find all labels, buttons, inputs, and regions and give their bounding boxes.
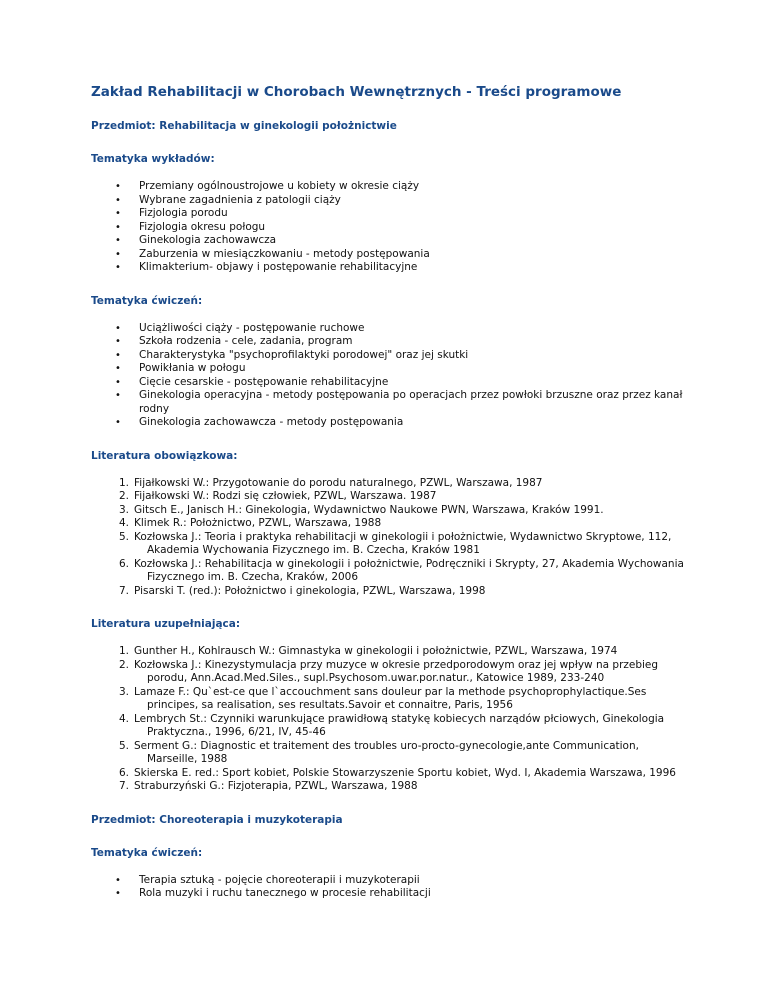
list-item [91, 389, 691, 416]
list-item [91, 261, 691, 275]
list-item-text: Uciążliwości ciąży - postępowanie ruchowe [139, 321, 365, 334]
list-item [91, 221, 691, 235]
reference-text: Skierska E. red.: Sport kobiet, Polskie Stowarzyszenie Sportu kobiet, Wyd. I, Akademia Warszawa, 1996 [134, 766, 676, 779]
exercises-heading: Tematyka ćwiczeń: [91, 294, 203, 307]
required-literature-list [91, 477, 691, 599]
supplementary-literature-heading: Literatura uzupełniająca: [91, 618, 241, 630]
list-item-text: Charakterystyka "psychoprofilaktyki porodowej" oraz jej skutki [139, 348, 469, 361]
list-item-text: Wybrane zagadnienia z patologii ciąży [139, 193, 341, 206]
list-item-text: Ginekologia zachowawcza - metody postępowania [139, 416, 404, 428]
list-item-text: Powikłania w połogu [139, 362, 246, 374]
bullet-icon: • [115, 208, 121, 219]
list-item [91, 322, 691, 336]
reference-item [91, 767, 691, 781]
reference-text: Kozłowska J.: Kinezystymulacja przy muzyce w okresie przedporodowym oraz jej wpływ na przebieg porodu, Ann.Acad.Med.Siles., supl.Psychosom.uwar.por.natur., Katowice 1989, 233-240 [134, 658, 659, 684]
reference-number: 3. [119, 685, 130, 698]
bullet-icon: • [115, 874, 121, 886]
list-item-text: Szkoła rodzenia - cele, zadania, program [139, 335, 353, 347]
reference-text: Fijałkowski W.: Rodzi się człowiek, PZWL, Warszawa. 1987 [134, 490, 437, 502]
supplementary-literature-list [91, 645, 691, 794]
reference-number: 6. [119, 557, 130, 570]
reference-number: 1. [119, 476, 130, 489]
bullet-icon: • [115, 322, 121, 334]
reference-item [91, 645, 691, 659]
reference-number: 5. [119, 530, 130, 543]
reference-number: 3. [119, 503, 130, 516]
bullet-icon: • [115, 390, 121, 401]
reference-text: Lamaze F.: Qu`est-ce que l`accouchment sans douleur par la methode psychoprophylactique.Ses principes, sa realisation, ses resultats.Savoir et connaitre, Paris, 1956 [134, 685, 647, 711]
reference-item [91, 504, 691, 518]
page-title: Zakład Rehabilitacji w Chorobach Wewnętrznych - Treści programowe [91, 84, 622, 100]
reference-item [91, 490, 691, 504]
bullet-icon: • [115, 417, 121, 428]
reference-item [91, 558, 691, 585]
reference-number: 5. [119, 739, 130, 752]
bullet-icon: • [115, 221, 121, 233]
reference-number: 2. [119, 658, 130, 671]
list-item-text: Rola muzyki i ruchu tanecznego w procesie rehabilitacji [139, 887, 431, 899]
list-item [91, 349, 691, 363]
bullet-icon: • [115, 194, 121, 206]
list-item [91, 180, 691, 194]
reference-number: 4. [119, 712, 130, 725]
list-item [91, 874, 691, 888]
list-item-text: Terapia sztuką - pojęcie choreoterapii i muzykoterapii [139, 873, 420, 886]
bullet-icon: • [115, 181, 121, 192]
reference-text: Kozłowska J.: Rehabilitacja w ginekologii i położnictwie, Podręczniki i Skrypty, 27, Akademia Wychowania Fizycznego im. B. Czecha, Kraków, 2006 [134, 557, 684, 583]
list-item [91, 887, 691, 901]
list-item [91, 376, 691, 390]
reference-number: 4. [119, 517, 130, 529]
reference-text: Klimek R.: Położnictwo, PZWL, Warszawa, 1988 [134, 517, 382, 529]
bullet-icon: • [115, 349, 121, 361]
reference-number: 6. [119, 766, 130, 779]
reference-item [91, 780, 691, 794]
reference-number: 2. [119, 490, 130, 502]
reference-number: 7. [119, 780, 130, 792]
reference-number: 1. [119, 645, 130, 657]
reference-text: Lembrych St.: Czynniki warunkujące prawidłową statykę kobiecych narządów płciowych, Ginekologia Praktyczna., 1996, 6/21, IV, 45-46 [134, 712, 665, 738]
list-item-text: Ginekologia operacyjna - metody postępowania po operacjach przez powłoki brzuszne oraz przez kanał rodny [139, 389, 683, 415]
reference-number: 7. [119, 584, 130, 597]
reference-text: Kozłowska J.: Teoria i praktyka rehabilitacji w ginekologii i położnictwie, Wydawnictwo Skryptowe, 112, Akademia Wychowania Fizycznego im. B. Czecha, Kraków 1981 [134, 530, 672, 556]
bullet-icon: • [115, 376, 121, 388]
reference-text: Gitsch E., Janisch H.: Ginekologia, Wydawnictwo Naukowe PWN, Warszawa, Kraków 1991. [134, 503, 604, 516]
reference-item [91, 477, 691, 491]
subject-heading-2: Przedmiot: Choreoterapia i muzykoterapia [91, 813, 343, 826]
list-item-text: Ginekologia zachowawcza [139, 234, 277, 246]
exercises-list-2 [91, 874, 691, 901]
document-page [91, 84, 691, 921]
list-item-text: Fizjologia okresu połogu [139, 220, 266, 233]
exercises-heading-2: Tematyka ćwiczeń: [91, 846, 203, 859]
reference-text: Serment G.: Diagnostic et traitement des troubles uro-procto-gynecologie,ante Communication, Marseille, 1988 [134, 739, 639, 765]
bullet-icon: • [115, 262, 121, 273]
list-item [91, 194, 691, 208]
reference-text: Straburzyński G.: Fizjoterapia, PZWL, Warszawa, 1988 [134, 780, 418, 792]
reference-item [91, 659, 691, 686]
subject-heading: Przedmiot: Rehabilitacja w ginekologii położnictwie [91, 120, 397, 132]
reference-item [91, 713, 691, 740]
reference-item [91, 517, 691, 531]
lectures-heading: Tematyka wykładów: [91, 153, 215, 165]
list-item-text: Fizjologia porodu [139, 207, 228, 219]
lectures-list [91, 180, 691, 275]
reference-item [91, 740, 691, 767]
reference-item [91, 686, 691, 713]
list-item [91, 207, 691, 221]
list-item-text: Zaburzenia w miesiączkowaniu - metody postępowania [139, 247, 430, 260]
required-literature-heading: Literatura obowiązkowa: [91, 449, 238, 462]
bullet-icon: • [115, 363, 121, 374]
list-item [91, 362, 691, 376]
list-item-text: Przemiany ogólnoustrojowe u kobiety w okresie ciąży [139, 180, 420, 192]
reference-item [91, 531, 691, 558]
reference-text: Pisarski T. (red.): Położnictwo i ginekologia, PZWL, Warszawa, 1998 [134, 584, 486, 597]
exercises-list [91, 322, 691, 430]
bullet-icon: • [115, 336, 121, 347]
list-item [91, 416, 691, 430]
list-item-text: Klimakterium- objawy i postępowanie rehabilitacyjne [139, 261, 418, 273]
bullet-icon: • [115, 235, 121, 246]
list-item [91, 234, 691, 248]
list-item [91, 248, 691, 262]
reference-text: Gunther H., Kohlrausch W.: Gimnastyka w ginekologii i położnictwie, PZWL, Warszawa, 1974 [134, 645, 618, 657]
list-item [91, 335, 691, 349]
bullet-icon: • [115, 248, 121, 260]
reference-item [91, 585, 691, 599]
list-item-text: Cięcie cesarskie - postępowanie rehabilitacyjne [139, 375, 389, 388]
reference-text: Fijałkowski W.: Przygotowanie do porodu naturalnego, PZWL, Warszawa, 1987 [134, 476, 543, 489]
bullet-icon: • [115, 888, 121, 899]
